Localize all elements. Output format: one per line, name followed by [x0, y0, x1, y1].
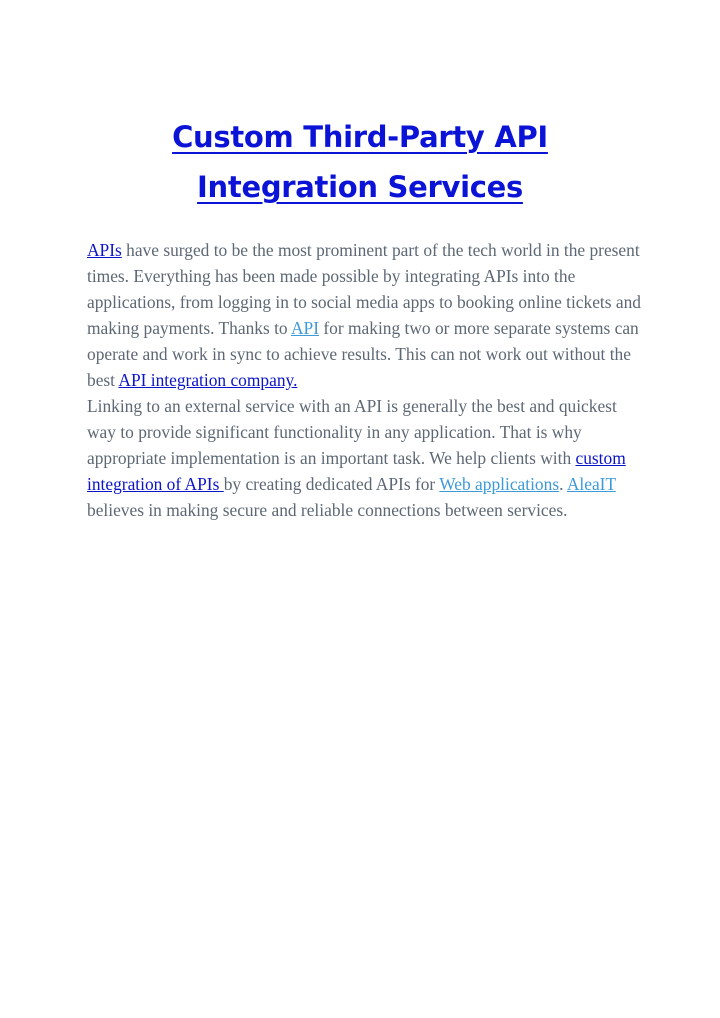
paragraph-apis-intro [87, 237, 647, 393]
paragraph-text: believes in making secure and reliable connections between services. [87, 500, 568, 520]
page-title-line-2: Integration Services [197, 170, 523, 204]
aleait-link[interactable]: AleaIT [566, 474, 616, 494]
paragraph-text: for making two or more separate systems can operate and work in sync to achieve results. This can not work out without the best [87, 318, 639, 390]
custom-integration-link[interactable]: custom integration of APIs [87, 448, 626, 494]
paragraph-text: . [559, 474, 567, 494]
body-text [87, 237, 647, 523]
web-applications-link[interactable]: Web applications [439, 474, 560, 494]
api-link[interactable]: API [291, 318, 320, 338]
api-integration-company-link[interactable]: API integration company. [118, 370, 298, 390]
page-title [0, 112, 720, 212]
paragraph-text: Linking to an external service with an API is generally the best and quickest way to provide significant functionality in any application. That is why appropriate implementation is an important task. We help clients with [87, 396, 617, 468]
apis-link[interactable]: APIs [87, 240, 122, 260]
paragraph-text: by creating dedicated APIs for [223, 474, 440, 494]
page-title-line-1: Custom Third-Party API [172, 120, 548, 154]
paragraph-text: have surged to be the most prominent part of the tech world in the present times. Everything has been made possible by integrating APIs into the applications, from logging in to social media apps to booking online tickets and making payments. Thanks to [87, 240, 641, 338]
paragraph-linking-services [87, 393, 647, 523]
